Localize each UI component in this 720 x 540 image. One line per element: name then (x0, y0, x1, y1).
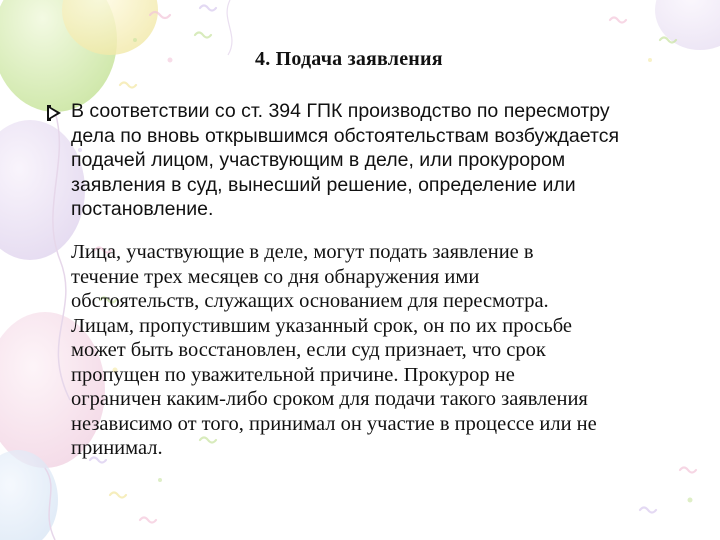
paragraph-first: В соответствии со ст. 394 ГПК производство по пересмотру дела по вновь открывшимся обстоятельствам возбуждается подачей лицом, участвующим в деле, или прокурором заявления в суд, вынесший решение, определение или постановление. (71, 100, 619, 220)
arrow-check-bullet-icon (44, 103, 64, 123)
balloon-right-top (655, 0, 720, 50)
slide-title: 4. Подача заявления (255, 48, 443, 70)
balloon-string (227, 0, 232, 55)
paragraph-second: Лица, участвующие в деле, могут подать заявление в течение трех месяцев со дня обнаружения ими обстоятельств, служащих основанием для пересмотра. Лицам, пропустившим указанный срок, он по их просьбе может быть восстановлен, если суд признает, что срок пропущен по уважительной причине. Прокурор не ограничен каким-либо сроком для подачи такого заявления независимо от того, принимал он участие в процессе или не принимал. (71, 241, 597, 459)
